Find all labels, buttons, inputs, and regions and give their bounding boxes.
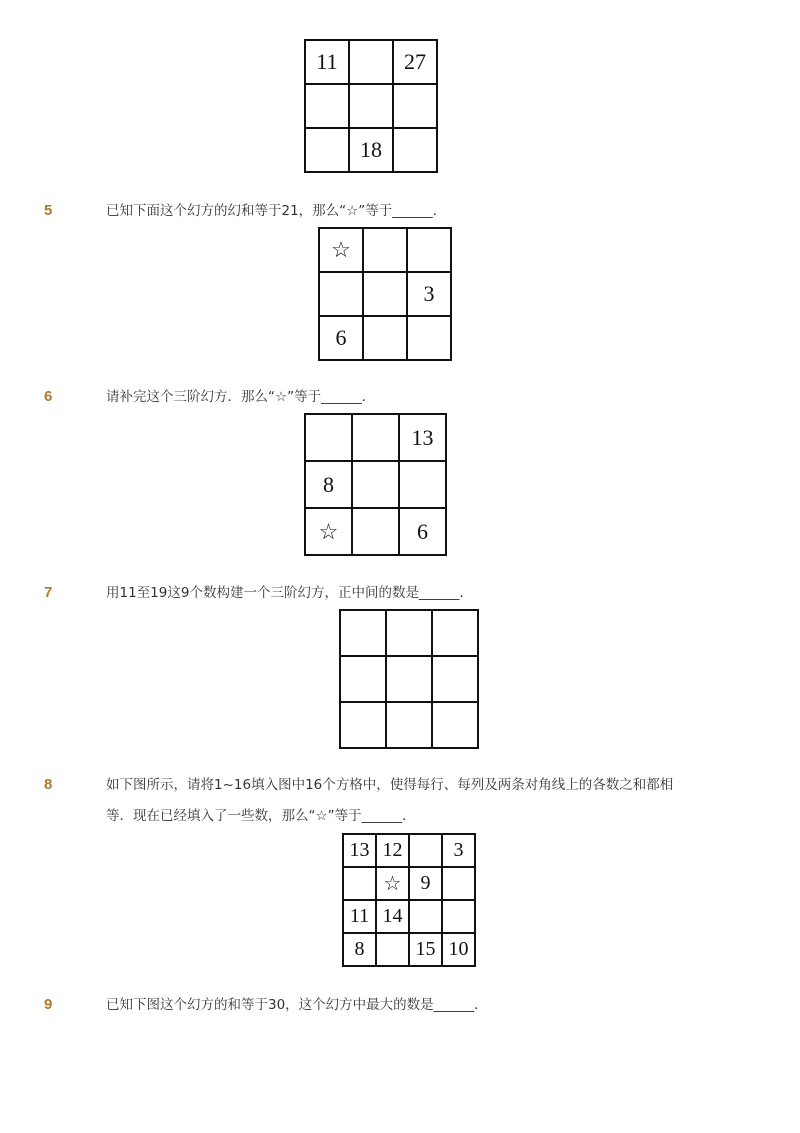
grid-cell <box>306 85 350 129</box>
grid-cell <box>410 901 443 934</box>
grid-cell: 13 <box>400 415 447 462</box>
grid-cell: 11 <box>306 41 350 85</box>
question-text-5: 已知下面这个幻方的幻和等于21，那么“☆”等于______． <box>106 203 447 219</box>
grid-cell: 12 <box>377 835 410 868</box>
grid-cell <box>344 868 377 901</box>
question-text-6: 请补完这个三阶幻方．那么“☆”等于______． <box>106 389 376 405</box>
grid-cell: 8 <box>344 934 377 967</box>
grid-cell: 8 <box>306 462 353 509</box>
grid-cell <box>443 868 476 901</box>
grid-cell <box>394 85 438 129</box>
grid-cell: 10 <box>443 934 476 967</box>
grid-cell <box>364 229 408 273</box>
magic-square-q7 <box>339 609 479 749</box>
question-number-6: 6 <box>44 388 53 405</box>
grid-cell <box>387 657 433 703</box>
grid-cell: ☆ <box>306 509 353 556</box>
question-text-7: 用11至19这9个数构建一个三阶幻方，正中间的数是______． <box>106 585 473 601</box>
grid-cell <box>350 41 394 85</box>
grid-cell: 3 <box>408 273 452 317</box>
grid-cell <box>433 611 479 657</box>
question-number-7: 7 <box>44 584 53 601</box>
grid-cell <box>341 657 387 703</box>
magic-square-prev <box>304 39 438 173</box>
grid-cell <box>306 129 350 173</box>
grid-cell <box>410 835 443 868</box>
grid-cell <box>364 273 408 317</box>
grid-cell <box>353 415 400 462</box>
grid-cell: 6 <box>400 509 447 556</box>
grid-cell <box>306 415 353 462</box>
grid-cell <box>408 317 452 361</box>
grid-cell: 27 <box>394 41 438 85</box>
grid-cell <box>350 85 394 129</box>
grid-cell: 3 <box>443 835 476 868</box>
question-text-9: 已知下图这个幻方的和等于30，这个幻方中最大的数是______． <box>106 997 488 1013</box>
grid-cell <box>387 703 433 749</box>
grid-cell <box>341 703 387 749</box>
grid-cell: 14 <box>377 901 410 934</box>
question-number-9: 9 <box>44 996 53 1013</box>
grid-cell: 13 <box>344 835 377 868</box>
question-number-8: 8 <box>44 776 53 793</box>
grid-cell: ☆ <box>377 868 410 901</box>
question-number-5: 5 <box>44 202 53 219</box>
grid-cell: 15 <box>410 934 443 967</box>
grid-cell <box>353 509 400 556</box>
question-text-8-line2: 等．现在已经填入了一些数，那么“☆”等于______． <box>106 808 416 824</box>
grid-cell <box>433 703 479 749</box>
grid-cell: 11 <box>344 901 377 934</box>
grid-cell <box>387 611 433 657</box>
grid-cell <box>364 317 408 361</box>
grid-cell: 9 <box>410 868 443 901</box>
magic-square-q6 <box>304 413 447 556</box>
magic-square-q5 <box>318 227 452 361</box>
grid-cell <box>443 901 476 934</box>
grid-cell <box>433 657 479 703</box>
grid-cell: 18 <box>350 129 394 173</box>
question-text-8-line1: 如下图所示，请将1~16填入图中16个方格中，使得每行、每列及两条对角线上的各数之和都相 <box>106 777 674 793</box>
grid-cell <box>353 462 400 509</box>
grid-cell <box>408 229 452 273</box>
grid-cell <box>341 611 387 657</box>
grid-cell <box>377 934 410 967</box>
grid-cell: 6 <box>320 317 364 361</box>
magic-square-q8 <box>342 833 476 967</box>
grid-cell <box>394 129 438 173</box>
grid-cell: ☆ <box>320 229 364 273</box>
grid-cell <box>400 462 447 509</box>
grid-cell <box>320 273 364 317</box>
